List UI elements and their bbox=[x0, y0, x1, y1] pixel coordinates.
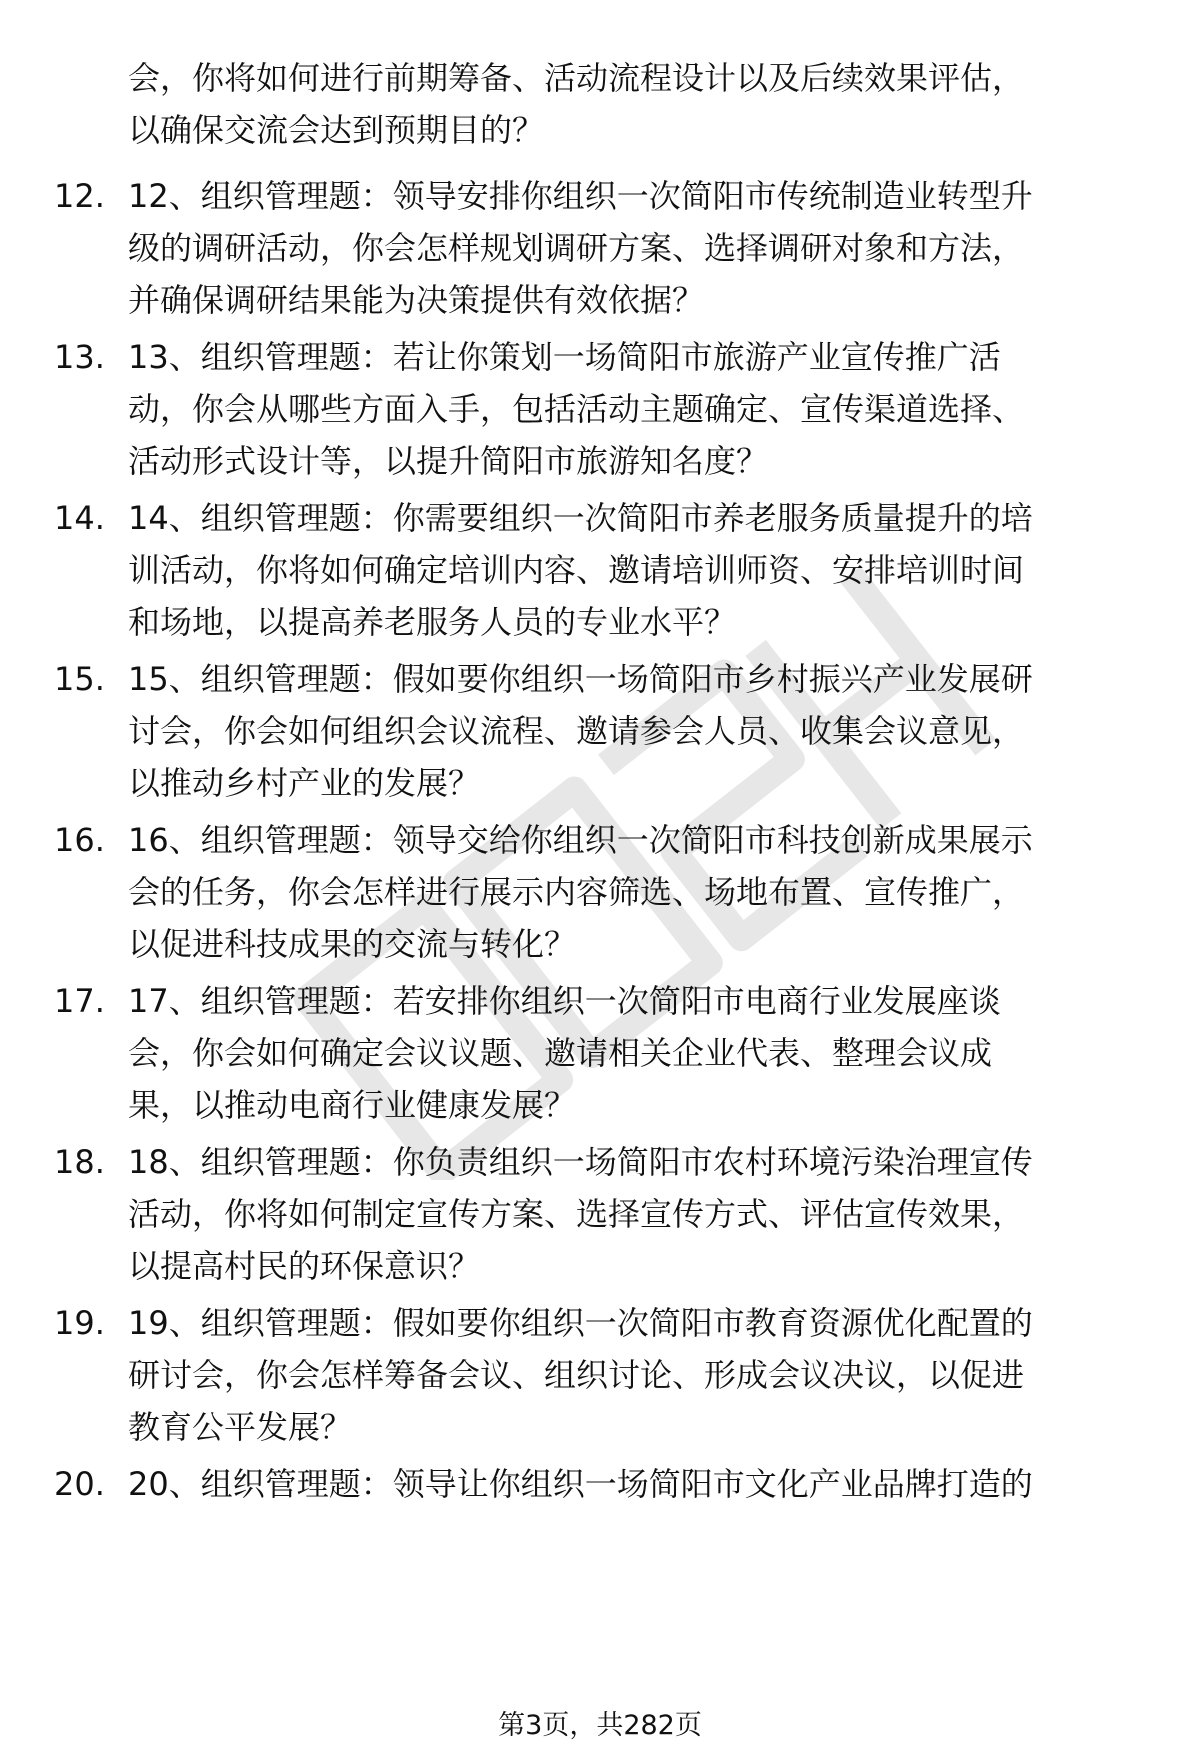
text-line: 动，你会从哪些方面入手，包括活动主题确定、宣传渠道选择、 bbox=[128, 390, 1025, 428]
text-line: 和场地，以提高养老服务人员的专业水平？ bbox=[128, 603, 737, 641]
text-line: 17、组织管理题：若安排你组织一次简阳市电商行业发展座谈 bbox=[128, 982, 1001, 1020]
text-line: 以提高村民的环保意识？ bbox=[128, 1247, 481, 1285]
item-number: 17. bbox=[54, 982, 105, 1020]
text-line: 13、组织管理题：若让你策划一场简阳市旅游产业宣传推广活 bbox=[128, 338, 1001, 376]
text-line: 16、组织管理题：领导交给你组织一次简阳市科技创新成果展示 bbox=[128, 821, 1033, 859]
text-line: 19、组织管理题：假如要你组织一次简阳市教育资源优化配置的 bbox=[128, 1304, 1033, 1342]
text-line: 以促进科技成果的交流与转化？ bbox=[128, 925, 577, 963]
text-line: 18、组织管理题：你负责组织一场简阳市农村环境污染治理宣传 bbox=[128, 1143, 1033, 1181]
text-line: 以确保交流会达到预期目的？ bbox=[128, 111, 545, 149]
text-line: 15、组织管理题：假如要你组织一场简阳市乡村振兴产业发展研 bbox=[128, 660, 1033, 698]
page-number-footer: 第3页，共282页 bbox=[498, 1710, 702, 1741]
text-line: 并确保调研结果能为决策提供有效依据？ bbox=[128, 281, 705, 319]
text-line: 20、组织管理题：领导让你组织一场简阳市文化产业品牌打造的 bbox=[128, 1465, 1033, 1503]
text-line: 讨会，你会如何组织会议流程、邀请参会人员、收集会议意见， bbox=[128, 712, 1025, 750]
text-line: 12、组织管理题：领导安排你组织一次简阳市传统制造业转型升 bbox=[128, 177, 1033, 215]
item-number: 12. bbox=[54, 177, 105, 215]
text-line: 训活动，你将如何确定培训内容、邀请培训师资、安排培训时间 bbox=[128, 551, 1025, 589]
text-line: 研讨会，你会怎样筹备会议、组织讨论、形成会议决议，以促进 bbox=[128, 1356, 1025, 1394]
text-line: 教育公平发展？ bbox=[128, 1408, 353, 1446]
text-line: 14、组织管理题：你需要组织一次简阳市养老服务质量提升的培 bbox=[128, 499, 1033, 537]
item-number: 14. bbox=[54, 499, 105, 537]
item-number: 20. bbox=[54, 1465, 105, 1503]
text-line: 会，你会如何确定会议议题、邀请相关企业代表、整理会议成 bbox=[128, 1034, 993, 1072]
item-number: 13. bbox=[54, 338, 105, 376]
text-line: 级的调研活动，你会怎样规划调研方案、选择调研对象和方法， bbox=[128, 229, 1025, 267]
item-number: 16. bbox=[54, 821, 105, 859]
text-line: 以推动乡村产业的发展？ bbox=[128, 764, 481, 802]
item-number: 18. bbox=[54, 1143, 105, 1181]
item-number: 15. bbox=[54, 660, 105, 698]
text-line: 活动形式设计等，以提升简阳市旅游知名度？ bbox=[128, 442, 769, 480]
text-line: 会，你将如何进行前期筹备、活动流程设计以及后续效果评估， bbox=[128, 59, 1025, 97]
text-line: 活动，你将如何制定宣传方案、选择宣传方式、评估宣传效果， bbox=[128, 1195, 1025, 1233]
item-number: 19. bbox=[54, 1304, 105, 1342]
text-line: 会的任务，你会怎样进行展示内容筛选、场地布置、宣传推广， bbox=[128, 873, 1025, 911]
text-line: 果，以推动电商行业健康发展？ bbox=[128, 1086, 577, 1124]
